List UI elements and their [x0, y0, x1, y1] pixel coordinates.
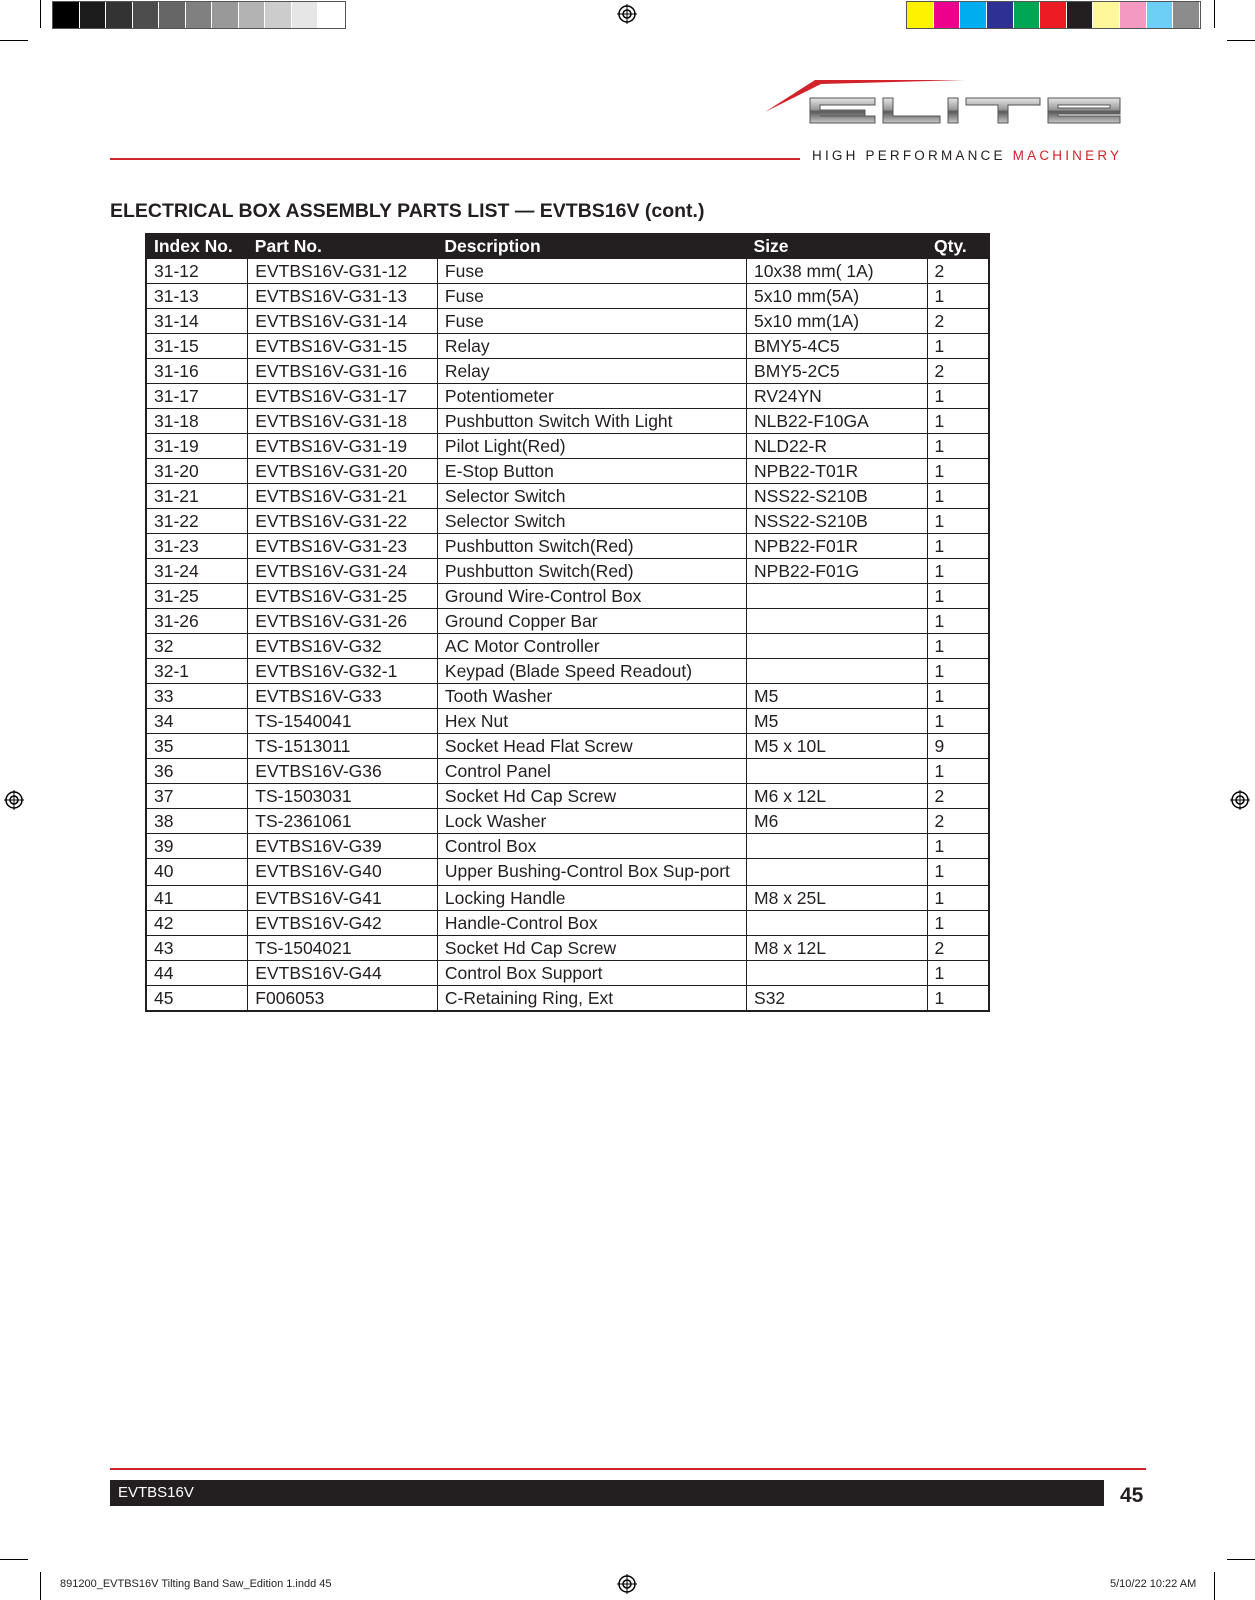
table-cell: 35 — [146, 734, 248, 759]
table-cell: 1 — [927, 759, 989, 784]
table-header-row — [146, 234, 989, 259]
registration-mark-icon — [4, 790, 24, 810]
table-cell: 31-24 — [146, 559, 248, 584]
table-cell — [747, 609, 928, 634]
crop-mark — [1227, 1559, 1255, 1560]
table-cell — [747, 659, 928, 684]
color-swatch — [1040, 2, 1066, 28]
table-row — [146, 986, 989, 1012]
crop-mark — [1214, 0, 1215, 28]
table-cell: Socket Hd Cap Screw — [437, 784, 746, 809]
table-cell: EVTBS16V-G31-25 — [248, 584, 438, 609]
table-cell: S32 — [747, 986, 928, 1012]
table-row — [146, 409, 989, 434]
table-cell: EVTBS16V-G42 — [248, 911, 438, 936]
table-cell: Handle-Control Box — [437, 911, 746, 936]
tagline-accent: MACHINERY — [1012, 148, 1123, 163]
table-cell — [747, 911, 928, 936]
table-cell: M5 — [747, 709, 928, 734]
color-swatch — [934, 2, 960, 28]
color-swatch — [1093, 2, 1119, 28]
table-cell: 31-23 — [146, 534, 248, 559]
table-cell — [747, 859, 928, 886]
table-cell: Control Panel — [437, 759, 746, 784]
table-cell: 40 — [146, 859, 248, 886]
page-number: 45 — [1120, 1484, 1144, 1507]
table-row — [146, 559, 989, 584]
table-cell: 1 — [927, 409, 989, 434]
color-swatch — [186, 2, 212, 28]
table-cell: 31-12 — [146, 259, 248, 284]
table-cell: 36 — [146, 759, 248, 784]
table-cell: 10x38 mm( 1A) — [747, 259, 928, 284]
color-swatch — [80, 2, 106, 28]
table-cell: 1 — [927, 834, 989, 859]
footer-rule — [110, 1468, 1146, 1470]
table-cell: 42 — [146, 911, 248, 936]
column-header: Size — [747, 234, 928, 259]
table-row — [146, 734, 989, 759]
color-swatch — [265, 2, 291, 28]
table-cell: 1 — [927, 684, 989, 709]
table-cell: Tooth Washer — [437, 684, 746, 709]
table-cell: 31-14 — [146, 309, 248, 334]
table-cell: Selector Switch — [437, 484, 746, 509]
color-swatch — [1147, 2, 1173, 28]
registration-mark-icon — [617, 4, 637, 24]
table-cell: 2 — [927, 309, 989, 334]
table-cell: 1 — [927, 534, 989, 559]
page-title: ELECTRICAL BOX ASSEMBLY PARTS LIST — EVTBS16V (cont.) — [110, 200, 705, 222]
table-cell: 31-16 — [146, 359, 248, 384]
table-row — [146, 759, 989, 784]
table-cell: EVTBS16V-G31-23 — [248, 534, 438, 559]
table-row — [146, 961, 989, 986]
column-header: Index No. — [146, 234, 248, 259]
tagline — [812, 148, 1122, 163]
table-row — [146, 284, 989, 309]
color-swatch — [292, 2, 318, 28]
table-cell: 31-18 — [146, 409, 248, 434]
table-cell: 39 — [146, 834, 248, 859]
table-cell: Pushbutton Switch(Red) — [437, 559, 746, 584]
table-cell: Lock Washer — [437, 809, 746, 834]
table-cell: C-Retaining Ring, Ext — [437, 986, 746, 1012]
table-cell: 31-19 — [146, 434, 248, 459]
table-cell: 31-15 — [146, 334, 248, 359]
table-cell: EVTBS16V-G31-17 — [248, 384, 438, 409]
table-cell: EVTBS16V-G31-16 — [248, 359, 438, 384]
table-cell: Potentiometer — [437, 384, 746, 409]
table-cell: M6 x 12L — [747, 784, 928, 809]
table-cell: 2 — [927, 809, 989, 834]
table-cell: BMY5-2C5 — [747, 359, 928, 384]
table-cell: 1 — [927, 634, 989, 659]
table-cell: 1 — [927, 859, 989, 886]
table-cell: 33 — [146, 684, 248, 709]
color-swatch — [239, 2, 265, 28]
crop-mark — [0, 1559, 28, 1560]
table-row — [146, 936, 989, 961]
registration-mark-icon — [617, 1574, 637, 1594]
footer-model: EVTBS16V — [118, 1484, 194, 1501]
table-cell: Keypad (Blade Speed Readout) — [437, 659, 746, 684]
table-cell: 1 — [927, 961, 989, 986]
table-cell: 1 — [927, 484, 989, 509]
table-cell: 1 — [927, 559, 989, 584]
table-row — [146, 384, 989, 409]
table-cell: EVTBS16V-G31-21 — [248, 484, 438, 509]
table-cell: Control Box — [437, 834, 746, 859]
column-header: Description — [437, 234, 746, 259]
table-cell: 31-25 — [146, 584, 248, 609]
header-rule — [110, 158, 800, 160]
table-cell: NSS22-S210B — [747, 484, 928, 509]
table-cell: M8 x 12L — [747, 936, 928, 961]
crop-mark — [40, 1572, 41, 1600]
table-cell: 1 — [927, 459, 989, 484]
table-row — [146, 259, 989, 284]
color-swatch — [1014, 2, 1040, 28]
column-header: Qty. — [927, 234, 989, 259]
color-swatch — [159, 2, 185, 28]
table-cell: EVTBS16V-G32 — [248, 634, 438, 659]
table-cell: Socket Head Flat Screw — [437, 734, 746, 759]
table-cell: M8 x 25L — [747, 886, 928, 911]
table-cell: EVTBS16V-G31-12 — [248, 259, 438, 284]
color-swatch — [1120, 2, 1146, 28]
table-cell: Relay — [437, 334, 746, 359]
table-cell: 44 — [146, 961, 248, 986]
table-row — [146, 784, 989, 809]
color-swatch — [960, 2, 986, 28]
table-row — [146, 584, 989, 609]
table-row — [146, 834, 989, 859]
table-cell: 1 — [927, 509, 989, 534]
table-cell: EVTBS16V-G31-22 — [248, 509, 438, 534]
table-cell: 38 — [146, 809, 248, 834]
table-cell: EVTBS16V-G31-20 — [248, 459, 438, 484]
footer-bar — [110, 1480, 1104, 1506]
color-swatch — [1067, 2, 1093, 28]
elite-logo — [765, 78, 1150, 136]
table-cell: Relay — [437, 359, 746, 384]
table-cell: NLB22-F10GA — [747, 409, 928, 434]
table-cell: EVTBS16V-G36 — [248, 759, 438, 784]
table-cell: 43 — [146, 936, 248, 961]
table-row — [146, 334, 989, 359]
slug-date: 5/10/22 10:22 AM — [1110, 1578, 1197, 1590]
color-swatch — [318, 2, 344, 28]
table-cell: Pushbutton Switch(Red) — [437, 534, 746, 559]
table-cell: 2 — [927, 784, 989, 809]
table-cell: 5x10 mm(1A) — [747, 309, 928, 334]
table-cell: 31-26 — [146, 609, 248, 634]
table-cell — [747, 961, 928, 986]
table-cell: 1 — [927, 709, 989, 734]
color-swatch — [106, 2, 132, 28]
table-cell: EVTBS16V-G39 — [248, 834, 438, 859]
grayscale-swatch-bar — [52, 1, 346, 29]
table-cell: M6 — [747, 809, 928, 834]
table-row — [146, 659, 989, 684]
table-cell: NPB22-F01G — [747, 559, 928, 584]
table-cell: Socket Hd Cap Screw — [437, 936, 746, 961]
table-cell: EVTBS16V-G31-24 — [248, 559, 438, 584]
table-cell: 1 — [927, 434, 989, 459]
table-row — [146, 359, 989, 384]
table-row — [146, 911, 989, 936]
table-cell: TS-1513011 — [248, 734, 438, 759]
table-cell: TS-1504021 — [248, 936, 438, 961]
table-cell: Upper Bushing-Control Box Sup-port — [437, 859, 746, 886]
table-cell: EVTBS16V-G31-14 — [248, 309, 438, 334]
crop-mark — [0, 40, 28, 41]
table-cell: Fuse — [437, 284, 746, 309]
table-cell — [747, 584, 928, 609]
logo-text: ELITE — [765, 78, 768, 79]
table-cell: 41 — [146, 886, 248, 911]
table-cell: Hex Nut — [437, 709, 746, 734]
table-cell: 1 — [927, 609, 989, 634]
color-swatch — [212, 2, 238, 28]
crop-mark — [1214, 1572, 1215, 1600]
table-cell: 31-17 — [146, 384, 248, 409]
color-swatch — [907, 2, 933, 28]
table-cell: EVTBS16V-G31-18 — [248, 409, 438, 434]
tagline-text: HIGH PERFORMANCE — [812, 148, 1006, 163]
table-cell — [747, 759, 928, 784]
table-cell: EVTBS16V-G40 — [248, 859, 438, 886]
parts-table — [145, 233, 990, 1012]
table-cell: BMY5-4C5 — [747, 334, 928, 359]
table-cell: 31-22 — [146, 509, 248, 534]
table-cell: EVTBS16V-G44 — [248, 961, 438, 986]
table-cell: 1 — [927, 911, 989, 936]
table-row — [146, 459, 989, 484]
table-row — [146, 609, 989, 634]
table-cell: 1 — [927, 886, 989, 911]
table-cell: TS-2361061 — [248, 809, 438, 834]
table-cell: 5x10 mm(5A) — [747, 284, 928, 309]
table-cell: 32 — [146, 634, 248, 659]
table-cell: Pushbutton Switch With Light — [437, 409, 746, 434]
table-cell: Locking Handle — [437, 886, 746, 911]
table-row — [146, 434, 989, 459]
table-cell: 2 — [927, 936, 989, 961]
table-cell: TS-1503031 — [248, 784, 438, 809]
table-cell: NLD22-R — [747, 434, 928, 459]
table-cell: 31-20 — [146, 459, 248, 484]
table-cell: AC Motor Controller — [437, 634, 746, 659]
table-cell: EVTBS16V-G31-19 — [248, 434, 438, 459]
table-cell: NPB22-F01R — [747, 534, 928, 559]
table-cell: Pilot Light(Red) — [437, 434, 746, 459]
table-cell: 37 — [146, 784, 248, 809]
table-cell: Fuse — [437, 309, 746, 334]
table-cell: 1 — [927, 986, 989, 1012]
table-cell: EVTBS16V-G41 — [248, 886, 438, 911]
table-cell: F006053 — [248, 986, 438, 1012]
table-cell: 1 — [927, 659, 989, 684]
color-swatch — [133, 2, 159, 28]
table-row — [146, 886, 989, 911]
table-cell: 1 — [927, 584, 989, 609]
table-row — [146, 859, 989, 886]
color-swatch-bar — [906, 1, 1201, 29]
color-swatch — [1173, 2, 1199, 28]
color-swatch — [987, 2, 1013, 28]
slug-file: 891200_EVTBS16V Tilting Band Saw_Edition 1.indd 45 — [60, 1578, 332, 1590]
table-cell: M5 x 10L — [747, 734, 928, 759]
table-cell: 2 — [927, 359, 989, 384]
table-cell — [747, 634, 928, 659]
crop-mark — [1227, 40, 1255, 41]
table-cell: EVTBS16V-G31-13 — [248, 284, 438, 309]
table-cell: NSS22-S210B — [747, 509, 928, 534]
table-cell: 34 — [146, 709, 248, 734]
table-cell: 31-13 — [146, 284, 248, 309]
table-cell: Fuse — [437, 259, 746, 284]
table-cell: 45 — [146, 986, 248, 1012]
table-cell: E-Stop Button — [437, 459, 746, 484]
table-cell: 32-1 — [146, 659, 248, 684]
column-header: Part No. — [248, 234, 438, 259]
table-cell: 1 — [927, 334, 989, 359]
table-row — [146, 634, 989, 659]
table-cell: M5 — [747, 684, 928, 709]
table-cell: EVTBS16V-G31-26 — [248, 609, 438, 634]
table-cell: TS-1540041 — [248, 709, 438, 734]
registration-mark-icon — [1230, 790, 1250, 810]
table-cell: 1 — [927, 384, 989, 409]
table-cell: EVTBS16V-G33 — [248, 684, 438, 709]
table-row — [146, 509, 989, 534]
table-cell: 31-21 — [146, 484, 248, 509]
table-row — [146, 809, 989, 834]
table-cell: EVTBS16V-G32-1 — [248, 659, 438, 684]
color-swatch — [53, 2, 79, 28]
crop-mark — [40, 0, 41, 28]
table-row — [146, 309, 989, 334]
table-cell: Control Box Support — [437, 961, 746, 986]
table-row — [146, 484, 989, 509]
table-cell: RV24YN — [747, 384, 928, 409]
table-row — [146, 534, 989, 559]
table-row — [146, 684, 989, 709]
table-cell: Selector Switch — [437, 509, 746, 534]
table-cell: 2 — [927, 259, 989, 284]
table-cell: EVTBS16V-G31-15 — [248, 334, 438, 359]
table-cell: Ground Copper Bar — [437, 609, 746, 634]
table-cell: Ground Wire-Control Box — [437, 584, 746, 609]
table-cell: NPB22-T01R — [747, 459, 928, 484]
table-cell: 9 — [927, 734, 989, 759]
table-row — [146, 709, 989, 734]
table-cell — [747, 834, 928, 859]
table-cell: 1 — [927, 284, 989, 309]
